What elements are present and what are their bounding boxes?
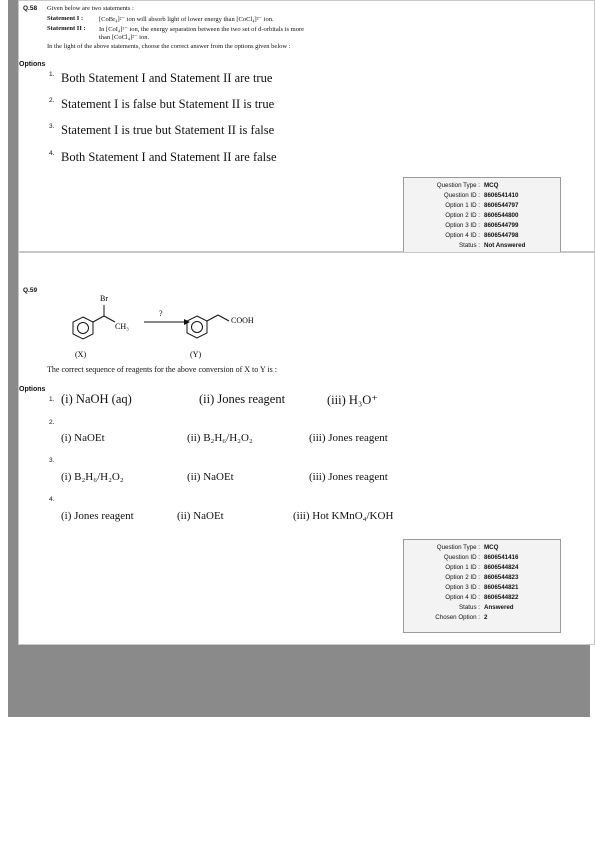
info-key: Option 3 ID : [445, 584, 480, 591]
info-key: Option 4 ID : [445, 232, 480, 239]
options-label: Options [19, 386, 46, 393]
info-key: Option 1 ID : [445, 564, 480, 571]
aromatic-circle-y [192, 322, 203, 333]
option-4-reagent-3[interactable]: (iii) Hot KMnO₄/KOH [293, 510, 394, 522]
option-2-reagent-2[interactable]: (ii) B₂H₆/H₂O₂ [187, 432, 253, 444]
info-key: Status : [459, 604, 480, 611]
info-value: 8606544797 [484, 202, 519, 209]
option-1-number: 1. [49, 71, 55, 78]
question-instruction: In the light of the above statements, choose the correct answer from the options given below : [47, 43, 291, 50]
question-number: Q.58 [23, 5, 38, 12]
info-value: 8606541410 [484, 192, 519, 199]
mol-label-arrow: ? [159, 309, 163, 318]
info-key: Chosen Option : [435, 614, 480, 621]
info-value: 8606544821 [484, 584, 519, 591]
mol-label-x: (X) [75, 350, 87, 359]
option-3[interactable]: Statement I is true but Statement II is false [61, 123, 275, 137]
info-key: Option 3 ID : [445, 222, 480, 229]
info-value: 8606544798 [484, 232, 519, 239]
option-2-number: 2. [49, 419, 55, 426]
option-4-number: 4. [49, 150, 55, 157]
info-value: 8606544799 [484, 222, 519, 229]
status-value: Answered [484, 604, 514, 611]
option-4-reagent-1[interactable]: (i) Jones reagent [61, 510, 134, 522]
info-key: Option 1 ID : [445, 202, 480, 209]
mol-label-ch3: CH₃ [115, 322, 129, 331]
option-3-reagent-2[interactable]: (ii) NaOEt [187, 471, 234, 483]
info-value: 8606544824 [484, 564, 519, 571]
info-value: 8606544823 [484, 574, 519, 581]
question-text: The correct sequence of reagents for the above conversion of X to Y is : [47, 365, 277, 374]
option-1-reagent-2[interactable]: (ii) Jones reagent [199, 392, 286, 406]
mol-label-y: (Y) [190, 350, 202, 359]
page-background [8, 0, 590, 717]
question-panel-58 [18, 0, 595, 252]
info-key: Question Type : [436, 182, 480, 189]
question-panel-59 [18, 252, 595, 645]
option-1-reagent-3[interactable]: (iii) H₃O⁺ [327, 393, 378, 407]
option-3-reagent-1[interactable]: (i) B₂H₆/H₂O₂ [61, 471, 124, 483]
option-4-number: 4. [49, 496, 55, 503]
option-3-number: 3. [49, 457, 55, 464]
option-1-reagent-1[interactable]: (i) NaOH (aq) [61, 392, 132, 406]
info-value: MCQ [484, 182, 499, 189]
question-number: Q.59 [23, 287, 38, 294]
statement-2-text-line1: In [CoI₄]²⁻ ion, the energy separation between the two set of d-orbitals is more [99, 26, 304, 33]
info-key: Status : [459, 242, 480, 249]
option-3-number: 3. [49, 123, 55, 130]
option-2-reagent-3[interactable]: (iii) Jones reagent [309, 432, 388, 444]
status-value: Not Answered [484, 242, 526, 249]
info-value: MCQ [484, 544, 499, 551]
info-key: Question ID : [443, 554, 480, 561]
info-key: Question ID : [443, 192, 480, 199]
options-label: Options [19, 61, 46, 68]
info-key: Question Type : [436, 544, 480, 551]
info-value: 8606544800 [484, 212, 519, 219]
mol-label-br: Br [100, 294, 108, 303]
option-2[interactable]: Statement I is false but Statement II is true [61, 97, 275, 111]
option-4-reagent-2[interactable]: (ii) NaOEt [177, 510, 224, 522]
question-intro: Given below are two statements : [47, 5, 134, 12]
aromatic-circle-x [78, 323, 89, 334]
info-key: Option 4 ID : [445, 594, 480, 601]
info-key: Option 2 ID : [445, 212, 480, 219]
question-info-box [403, 539, 561, 633]
statement-1-label: Statement I : [47, 15, 84, 22]
info-key: Option 2 ID : [445, 574, 480, 581]
option-2-reagent-1[interactable]: (i) NaOEt [61, 432, 105, 444]
statement-2-text-line2: than [CoCl₄]²⁻ ion. [99, 34, 150, 41]
option-1-number: 1. [49, 396, 55, 403]
reaction-scheme [49, 287, 309, 363]
benzene-ring-y [187, 316, 207, 338]
option-3-reagent-3[interactable]: (iii) Jones reagent [309, 471, 388, 483]
info-value: 8606544822 [484, 594, 519, 601]
statement-1-text: [CoBr₄]²⁻ ion will absorb light of lower energy than [CoCl₄]²⁻ ion. [99, 16, 274, 23]
info-value: 8606541416 [484, 554, 519, 561]
chosen-option-value: 2 [484, 614, 488, 621]
mol-label-cooh: COOH [231, 316, 254, 325]
option-4[interactable]: Both Statement I and Statement II are false [61, 150, 277, 164]
statement-2-label: Statement II : [47, 25, 86, 32]
option-2-number: 2. [49, 97, 55, 104]
option-1[interactable]: Both Statement I and Statement II are true [61, 71, 273, 85]
benzene-ring-x [73, 317, 93, 339]
